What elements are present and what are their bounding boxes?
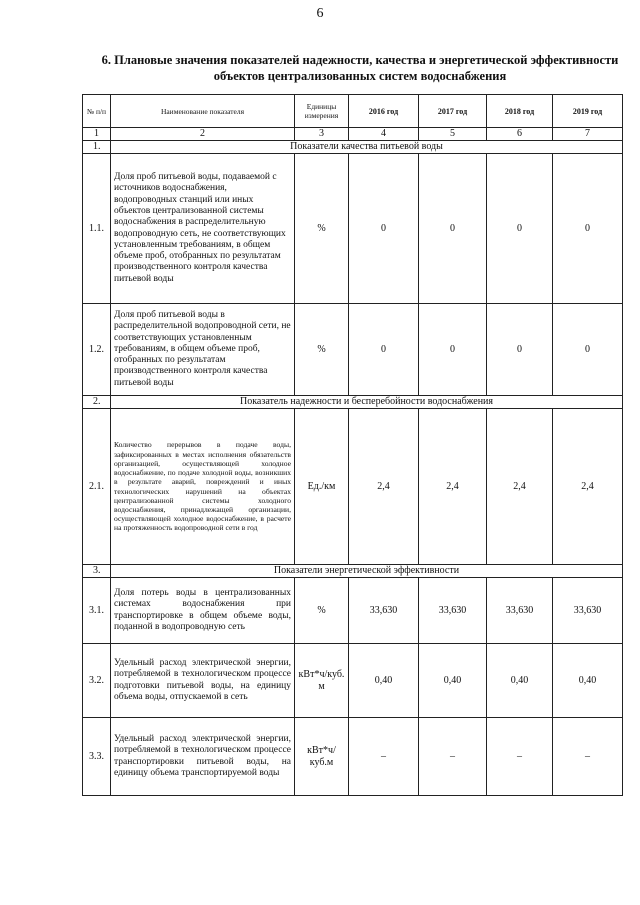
- value-2019: 33,630: [553, 578, 623, 644]
- column-number: 4: [349, 128, 419, 141]
- section-row: [83, 396, 623, 409]
- column-number: 3: [295, 128, 349, 141]
- page-number: 6: [316, 6, 324, 21]
- value-2019: 2,4: [553, 409, 623, 565]
- table-row: [83, 304, 623, 396]
- indicator-name: Доля потерь воды в централизованных системах водоснабжения при транспортировке в общем объеме воды, поданной в водопроводную сеть: [111, 578, 295, 644]
- header-year-2016: 2016 год: [349, 95, 419, 128]
- indicator-name: Доля проб питьевой воды в распределительной водопроводной сети, не соответствующих установленным требованиям, в общем объеме проб, отобранных по результатам производственного контроля качества питьевой воды: [111, 304, 295, 396]
- value-2016: 0: [349, 304, 419, 396]
- value-2018: 0: [487, 304, 553, 396]
- value-2018: –: [487, 718, 553, 796]
- value-2019: –: [553, 718, 623, 796]
- value-2017: –: [419, 718, 487, 796]
- value-2016: 33,630: [349, 578, 419, 644]
- section-number: 1.: [83, 141, 111, 154]
- value-2018: 33,630: [487, 578, 553, 644]
- indicator-name: Удельный расход электрической энергии, потребляемой в технологическом процессе транспортировки питьевой воды, на единицу объема транспортируемой воды: [111, 718, 295, 796]
- value-2018: 2,4: [487, 409, 553, 565]
- table-row: [83, 578, 623, 644]
- value-2019: 0: [553, 304, 623, 396]
- table-row: [83, 409, 623, 565]
- row-number: 1.1.: [83, 154, 111, 304]
- value-2017: 33,630: [419, 578, 487, 644]
- value-2017: 0: [419, 304, 487, 396]
- row-number: 3.2.: [83, 644, 111, 718]
- value-2019: 0: [553, 154, 623, 304]
- column-number: 5: [419, 128, 487, 141]
- indicator-unit: %: [295, 304, 349, 396]
- value-2016: –: [349, 718, 419, 796]
- header-num: № п/п: [83, 95, 111, 128]
- header-year-2018: 2018 год: [487, 95, 553, 128]
- section-title: Показатели качества питьевой воды: [111, 141, 623, 154]
- row-number: 2.1.: [83, 409, 111, 565]
- value-2017: 0,40: [419, 644, 487, 718]
- value-2018: 0,40: [487, 644, 553, 718]
- value-2016: 0: [349, 154, 419, 304]
- row-number: 3.3.: [83, 718, 111, 796]
- column-number: 2: [111, 128, 295, 141]
- document-heading: 6. Плановые значения показателей надежности, качества и энергетической эффективности объектов централизованных систем водоснабжения: [101, 53, 619, 83]
- table-header-row: [83, 95, 623, 128]
- section-title: Показатель надежности и бесперебойности водоснабжения: [111, 396, 623, 409]
- column-number-row: [83, 128, 623, 141]
- header-year-2019: 2019 год: [553, 95, 623, 128]
- column-number: 6: [487, 128, 553, 141]
- indicators-table: [82, 94, 623, 796]
- column-number: 7: [553, 128, 623, 141]
- header-name: Наименование показателя: [111, 95, 295, 128]
- value-2019: 0,40: [553, 644, 623, 718]
- row-number: 1.2.: [83, 304, 111, 396]
- value-2016: 2,4: [349, 409, 419, 565]
- section-row: [83, 141, 623, 154]
- indicator-name: Количество перерывов в подаче воды, зафиксированных в местах исполнения обязательств организацией, осуществляющей холодное водоснабжение, по подаче холодной воды, возникших в результате аварий, повреждений и иных технологических нарушений на объектах централизованной системы холодного водоснабжения, принадлежащей организации, осуществляющей холодное водоснабжение, в расчете на протяженность водопроводной сети в год: [111, 409, 295, 565]
- value-2017: 2,4: [419, 409, 487, 565]
- table-row: [83, 644, 623, 718]
- table-row: [83, 154, 623, 304]
- row-number: 3.1.: [83, 578, 111, 644]
- indicator-name: Доля проб питьевой воды, подаваемой с источников водоснабжения, водопроводных станций или иных объектов централизованной системы водоснабжения в распределительную водопроводную сеть, не соответствующих установленным требованиям, в общем объеме проб, отобранных по результатам производственного контроля качества питьевой воды: [111, 154, 295, 304]
- section-title: Показатели энергетической эффективности: [111, 565, 623, 578]
- section-number: 3.: [83, 565, 111, 578]
- header-year-2017: 2017 год: [419, 95, 487, 128]
- section-row: [83, 565, 623, 578]
- indicator-unit: кВт*ч/куб. м: [295, 644, 349, 718]
- indicator-unit: %: [295, 154, 349, 304]
- value-2016: 0,40: [349, 644, 419, 718]
- column-number: 1: [83, 128, 111, 141]
- table-row: [83, 718, 623, 796]
- indicator-unit: Ед./км: [295, 409, 349, 565]
- indicator-unit: кВт*ч/куб.м: [295, 718, 349, 796]
- section-number: 2.: [83, 396, 111, 409]
- header-unit: Единицы измерения: [295, 95, 349, 128]
- indicator-name: Удельный расход электрической энергии, потребляемой в технологическом процессе подготовки питьевой воды, на единицу объема воды, отпускаемой в сеть: [111, 644, 295, 718]
- value-2018: 0: [487, 154, 553, 304]
- indicator-unit: %: [295, 578, 349, 644]
- value-2017: 0: [419, 154, 487, 304]
